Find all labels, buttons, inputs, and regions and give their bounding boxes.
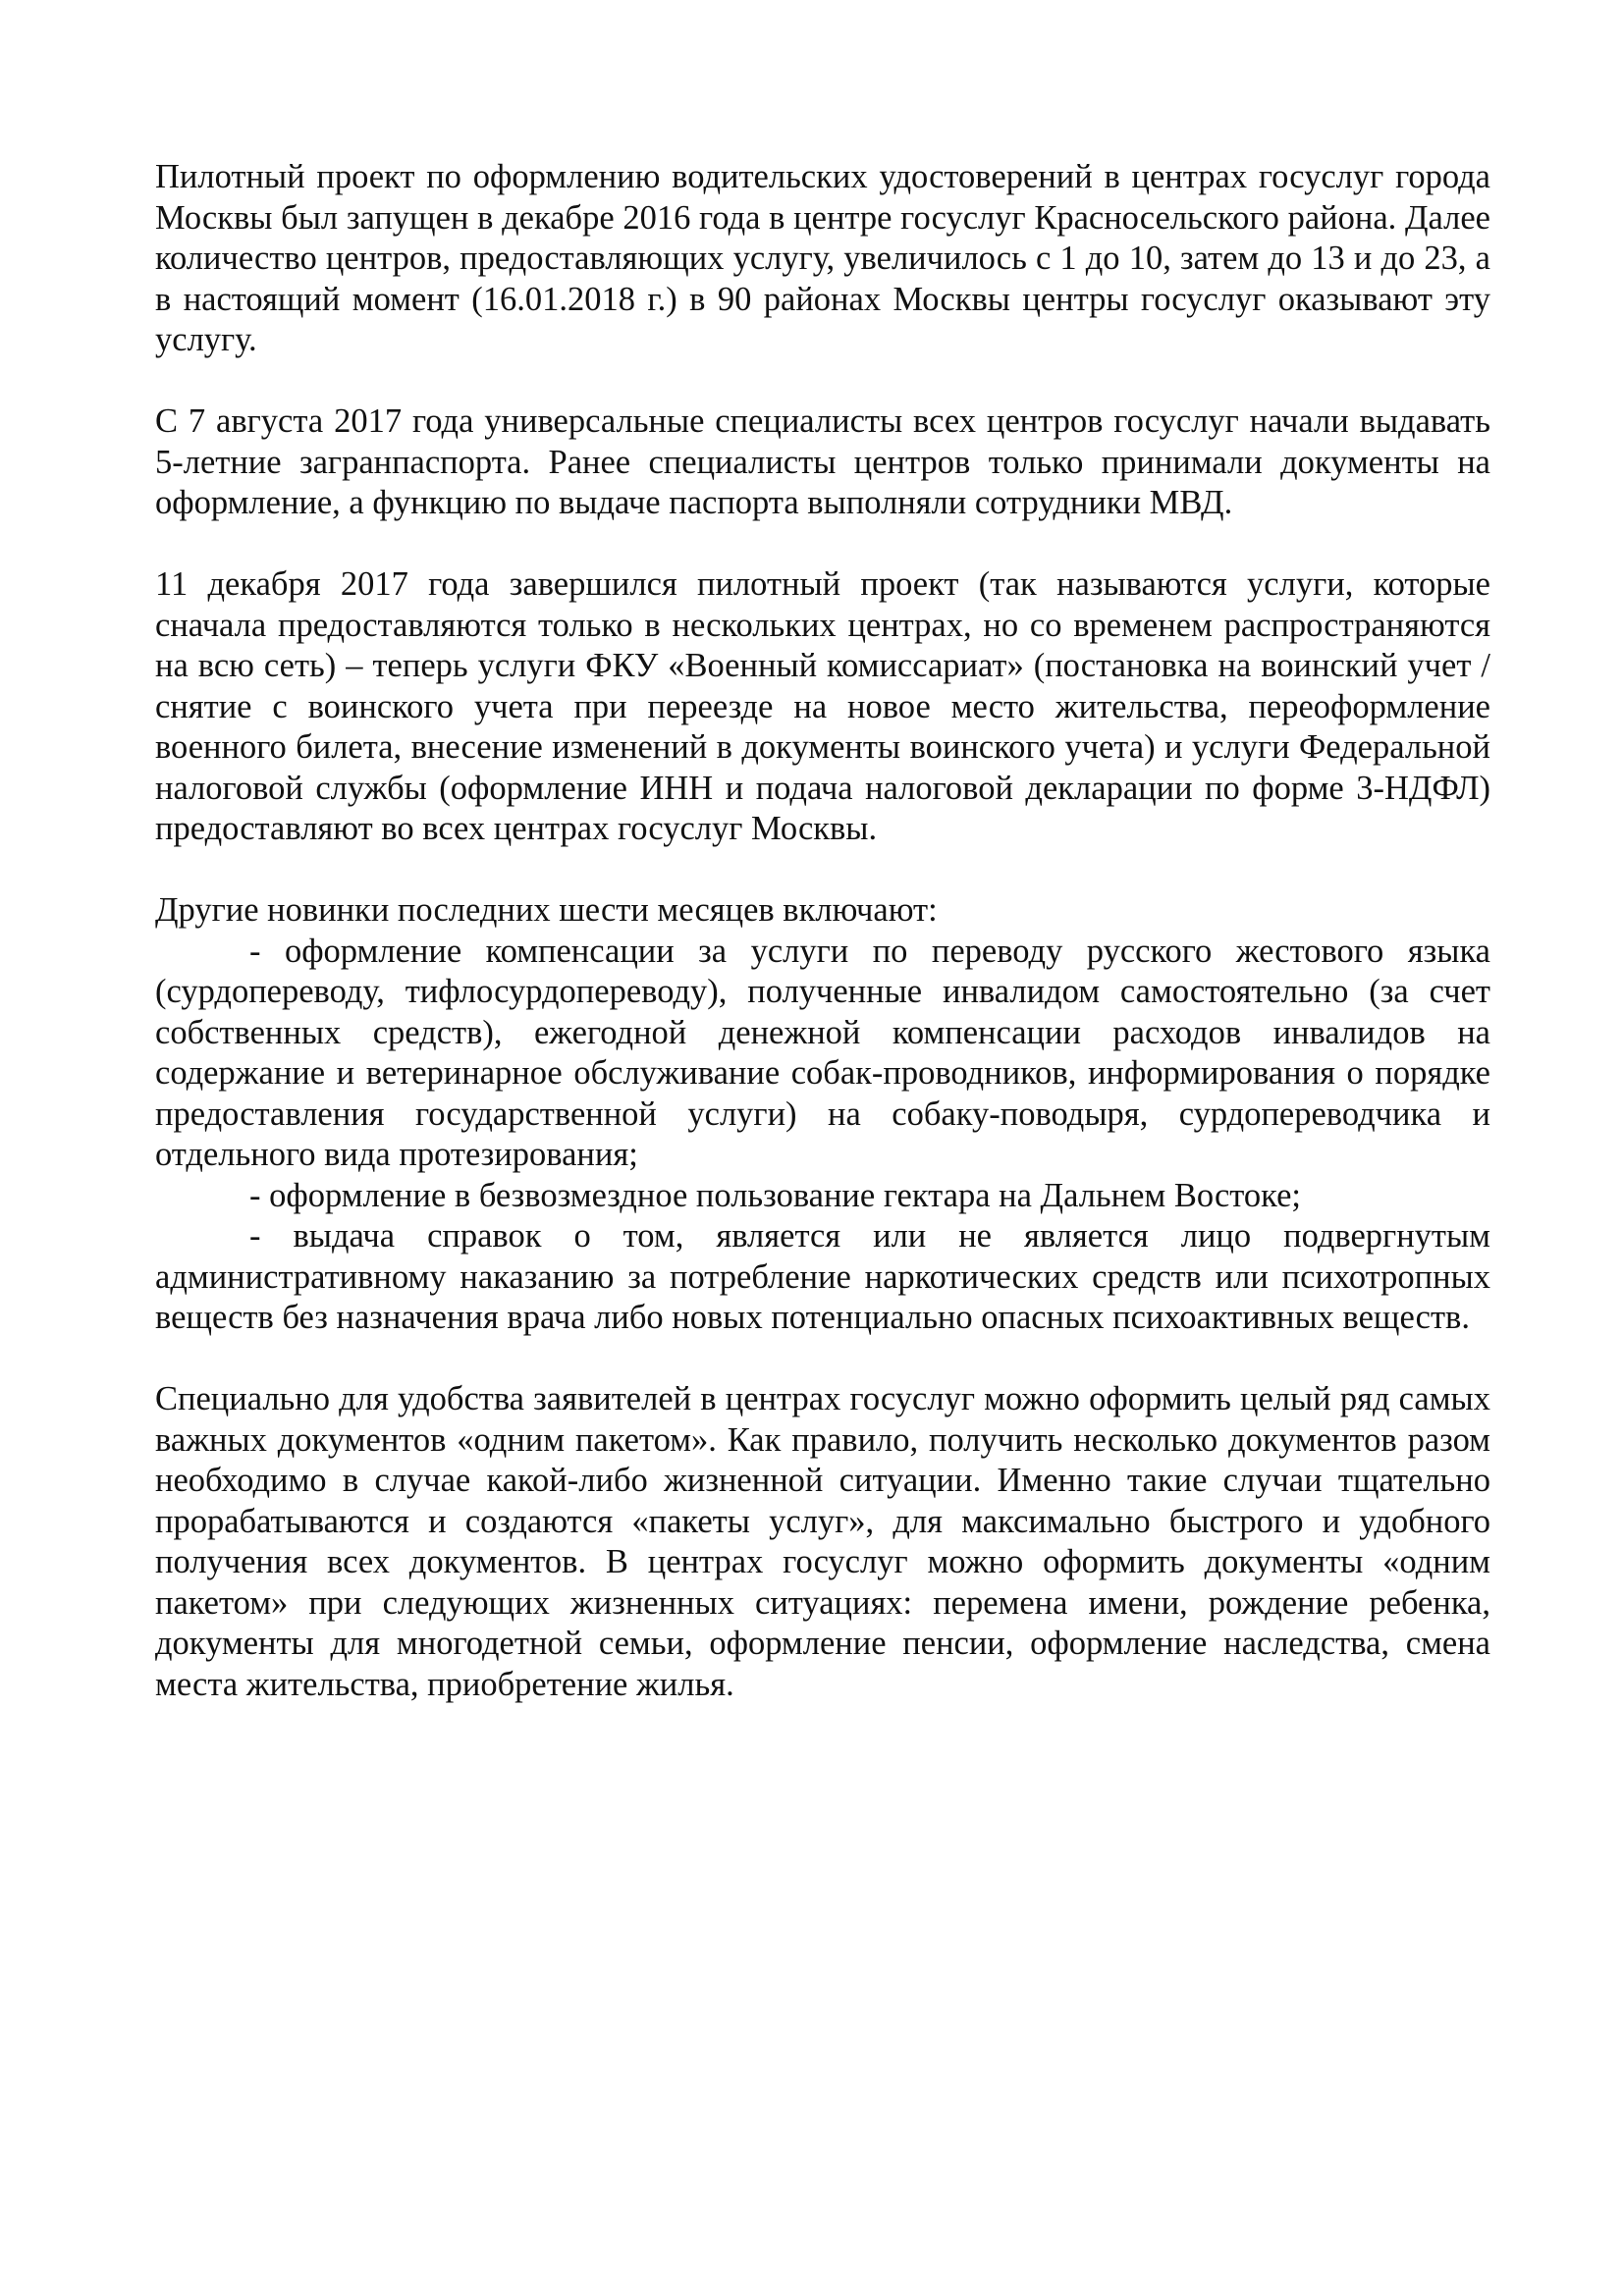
paragraph-service-packages: Специально для удобства заявителей в центрах госуслуг можно оформить целый ряд самых важных документов «одним пакетом». Как правило, получить несколько документов разом необходимо в случае какой-либо жизненной ситуации. Именно такие случаи тщательно прорабатываются и создаются «пакеты услуг», для максимально быстрого и удобного получения всех документов. В центрах госуслуг можно оформить документы «одним пакетом» при следующих жизненных ситуациях: перемена имени, рождение ребенка, документы для многодетной семьи, оформление пенсии, оформление наследства, смена места жительства, приобретение жилья.: [155, 1380, 1490, 1703]
paragraph-gap: [155, 850, 1490, 891]
paragraph-driver-licenses: Пилотный проект по оформлению водительских удостоверений в центрах госуслуг города Москвы был запущен в декабре 2016 года в центре госуслуг Красносельского района. Далее количество центров, предоставляющих услугу, увеличилось с 1 до 10, затем до 13 и до 23, а в настоящий момент (16.01.2018 г.) в 90 районах Москвы центры госуслуг оказывают эту услугу.: [155, 158, 1490, 358]
document-page: [155, 157, 1490, 1705]
list-item-compensation: - оформление компенсации за услуги по переводу русского жестового языка (сурдопереводу, тифлосурдопереводу), полученные инвалидом самостоятельно (за счет собственных средств), ежегодной денежной компенсации расходов инвалидов на содержание и ветеринарное обслуживание собак-проводников, информирования о порядке предоставления государственной услуги) на собаку-поводыря, сурдопереводчика и отдельного вида протезирования;: [155, 932, 1490, 1173]
paragraph-new-services-intro: Другие новинки последних шести месяцев включают:: [155, 891, 938, 929]
list-item-certificates: - выдача справок о том, является или не является лицо подвергнутым административному наказанию за потребление наркотических средств или психотропных веществ без назначения врача либо новых потенциально опасных психоактивных веществ.: [155, 1217, 1490, 1336]
paragraph-gap: [155, 1339, 1490, 1380]
paragraph-passports: С 7 августа 2017 года универсальные специалисты всех центров госуслуг начали выдавать 5-летние загранпаспорта. Ранее специалисты центров только принимали документы на оформление, а функцию по выдаче паспорта выполняли сотрудники МВД.: [155, 402, 1490, 521]
paragraph-gap: [155, 524, 1490, 565]
paragraph-gap: [155, 361, 1490, 402]
paragraph-pilot-project: 11 декабря 2017 года завершился пилотный проект (так называются услуги, которые сначала предоставляются только в нескольких центрах, но со временем распространяются на всю сеть) – теперь услуги ФКУ «Военный комиссариат» (постановка на воинский учет / снятие с воинского учета при переезде на новое место жительства, переоформление военного билета, внесение изменений в документы воинского учета) и услуги Федеральной налоговой службы (оформление ИНН и подача налоговой декларации по форме 3-НДФЛ) предоставляют во всех центрах госуслуг Москвы.: [155, 565, 1490, 847]
list-item-hectare: - оформление в безвозмездное пользование гектара на Дальнем Востоке;: [249, 1176, 1301, 1214]
